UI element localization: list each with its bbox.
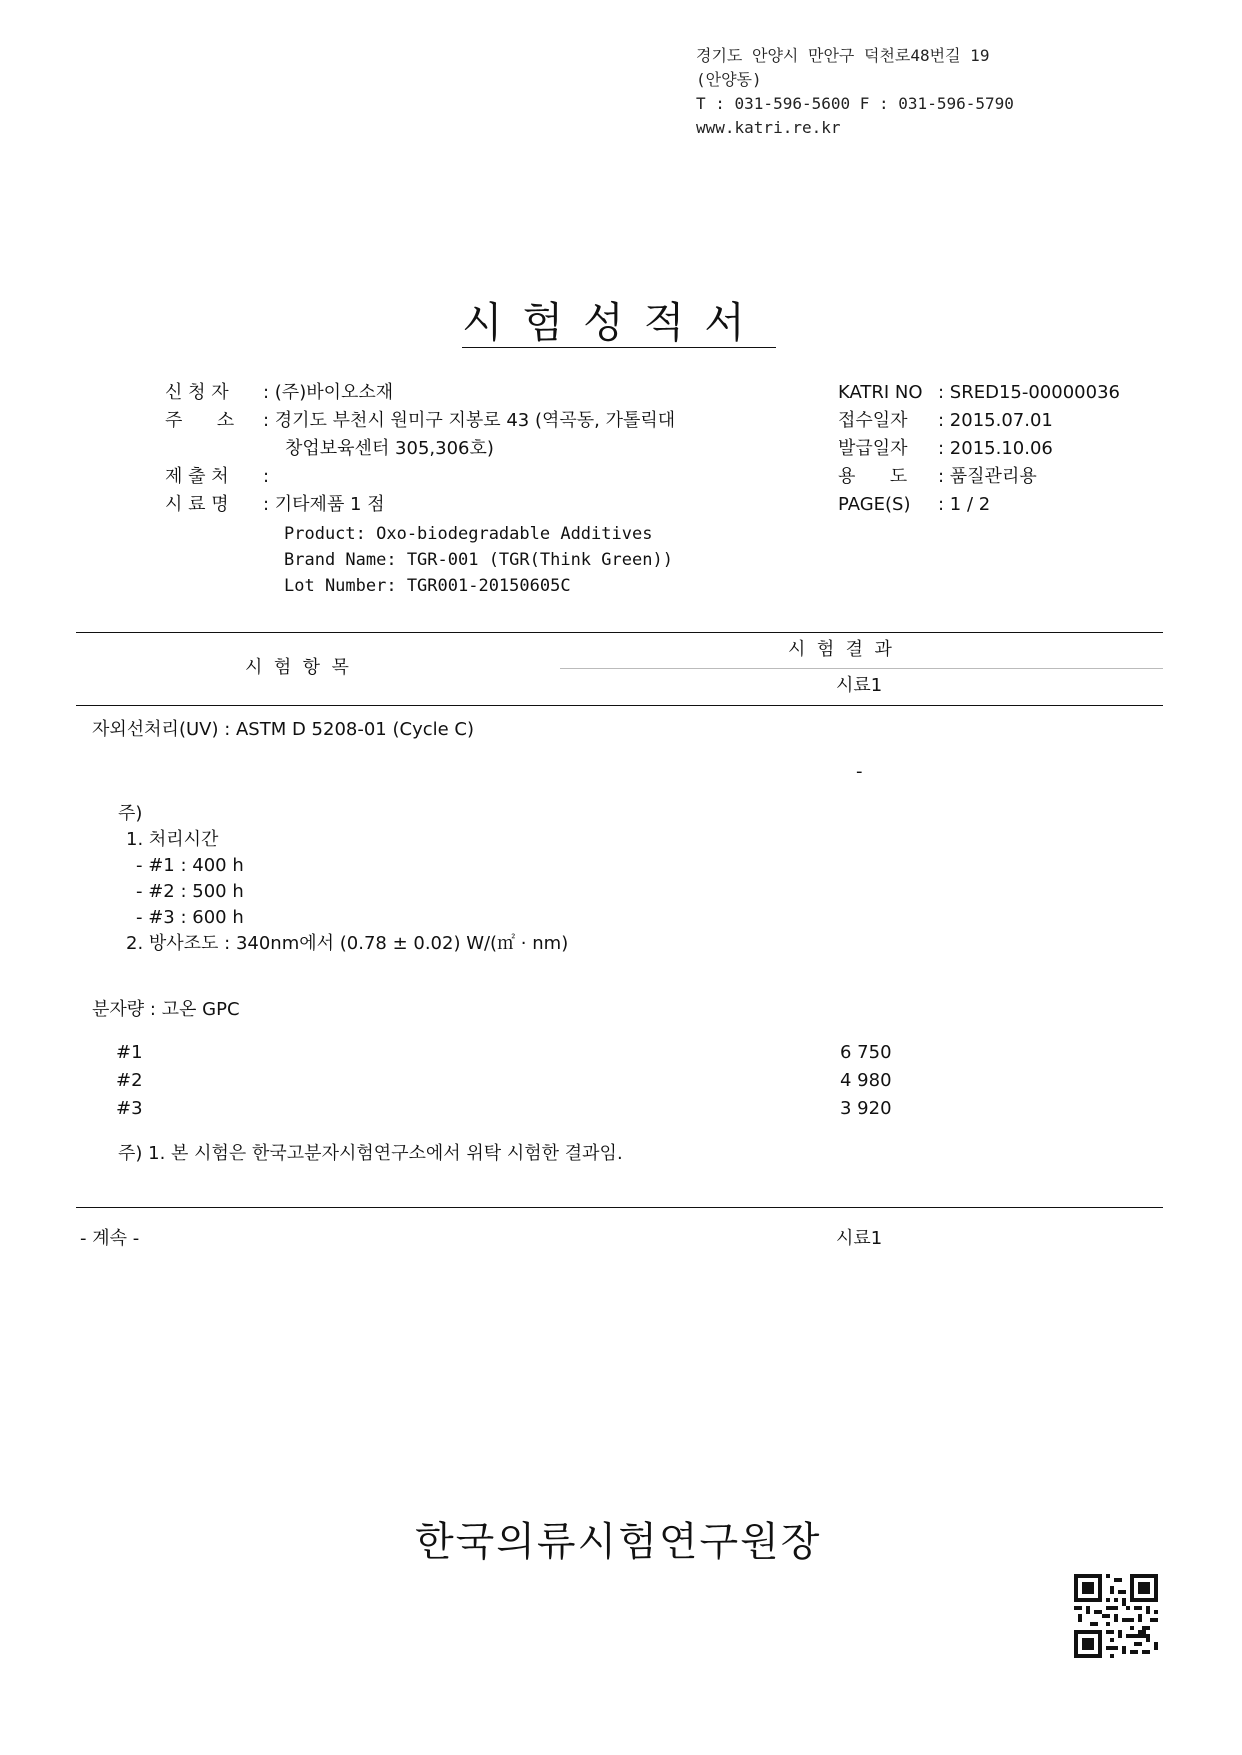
- header-address-line2: (안양동): [696, 70, 762, 89]
- sample-label: 시 료 명: [165, 494, 229, 515]
- product-line: Product: Oxo-biodegradable Additives: [284, 524, 653, 544]
- header-website[interactable]: www.katri.re.kr: [696, 118, 841, 137]
- submitter-label: 제 출 처: [165, 466, 229, 487]
- title-underline: [462, 347, 776, 348]
- mw-row-value: 4 980: [840, 1070, 892, 1091]
- mw-row-label: #2: [116, 1070, 143, 1091]
- received-date-value: : 2015.07.01: [938, 410, 1053, 431]
- uv-time-1: - #1 : 400 h: [136, 855, 244, 876]
- table-sample-header: 시료1: [836, 675, 883, 696]
- pages-value: : 1 / 2: [938, 494, 991, 515]
- mw-row-label: #3: [116, 1098, 143, 1119]
- applicant-label: 신 청 자: [165, 382, 229, 403]
- issued-date-label: 발급일자: [838, 438, 908, 459]
- continued-label: - 계속 -: [80, 1228, 140, 1249]
- table-item-header: 시 험 항 목: [245, 657, 349, 678]
- issued-date-value: : 2015.10.06: [938, 438, 1053, 459]
- header-address-line1: 경기도 안양시 만안구 덕천로48번길 19: [696, 46, 990, 65]
- address-value-line2: 창업보육센터 305,306호): [285, 438, 494, 459]
- uv-test-result: -: [856, 761, 863, 782]
- mw-test-title: 분자량 : 고온 GPC: [92, 999, 240, 1020]
- mw-row-value: 3 920: [840, 1098, 892, 1119]
- received-date-label: 접수일자: [838, 410, 908, 431]
- qr-code-icon[interactable]: [1074, 1574, 1158, 1658]
- sample-value: : 기타제품 1 점: [263, 494, 385, 515]
- page-title: 시험성적서: [462, 298, 765, 347]
- uv-time-2: - #2 : 500 h: [136, 881, 244, 902]
- katri-no-label: KATRI NO: [838, 382, 923, 403]
- uv-note-1: 1. 처리시간: [126, 829, 219, 850]
- uv-note-2: 2. 방사조도 : 340nm에서 (0.78 ± 0.02) W/(㎡ · nm): [126, 933, 569, 954]
- mw-row-value: 6 750: [840, 1042, 892, 1063]
- purpose-label: 용 도: [838, 466, 908, 487]
- brand-line: Brand Name: TGR-001 (TGR(Think Green)): [284, 550, 673, 570]
- address-label: 주 소: [165, 410, 235, 431]
- institute-seal-text: 한국의류시험연구원장: [415, 1519, 822, 1565]
- table-result-header: 시 험 결 과: [788, 639, 892, 660]
- table-header-divider: [560, 668, 1163, 669]
- uv-time-3: - #3 : 600 h: [136, 907, 244, 928]
- uv-test-title: 자외선처리(UV) : ASTM D 5208-01 (Cycle C): [92, 719, 475, 740]
- uv-note-label: 주): [118, 803, 143, 824]
- mw-row-label: #1: [116, 1042, 143, 1063]
- katri-no-value: : SRED15-00000036: [938, 382, 1120, 403]
- header-phone-fax: T : 031-596-5600 F : 031-596-5790: [696, 94, 1014, 113]
- table-top-rule: [76, 632, 1163, 633]
- address-value-line1: : 경기도 부천시 원미구 지봉로 43 (역곡동, 가톨릭대: [263, 410, 676, 431]
- table-header-bottom-rule: [76, 705, 1163, 706]
- table-bottom-rule: [76, 1207, 1163, 1208]
- pages-label: PAGE(S): [838, 494, 911, 515]
- mw-footnote: 주) 1. 본 시험은 한국고분자시험연구소에서 위탁 시험한 결과임.: [118, 1143, 623, 1164]
- purpose-value: : 품질관리용: [938, 466, 1037, 487]
- lot-line: Lot Number: TGR001-20150605C: [284, 576, 571, 596]
- footer-sample-label: 시료1: [836, 1228, 883, 1249]
- submitter-value: :: [263, 466, 270, 487]
- applicant-value: : (주)바이오소재: [263, 382, 394, 403]
